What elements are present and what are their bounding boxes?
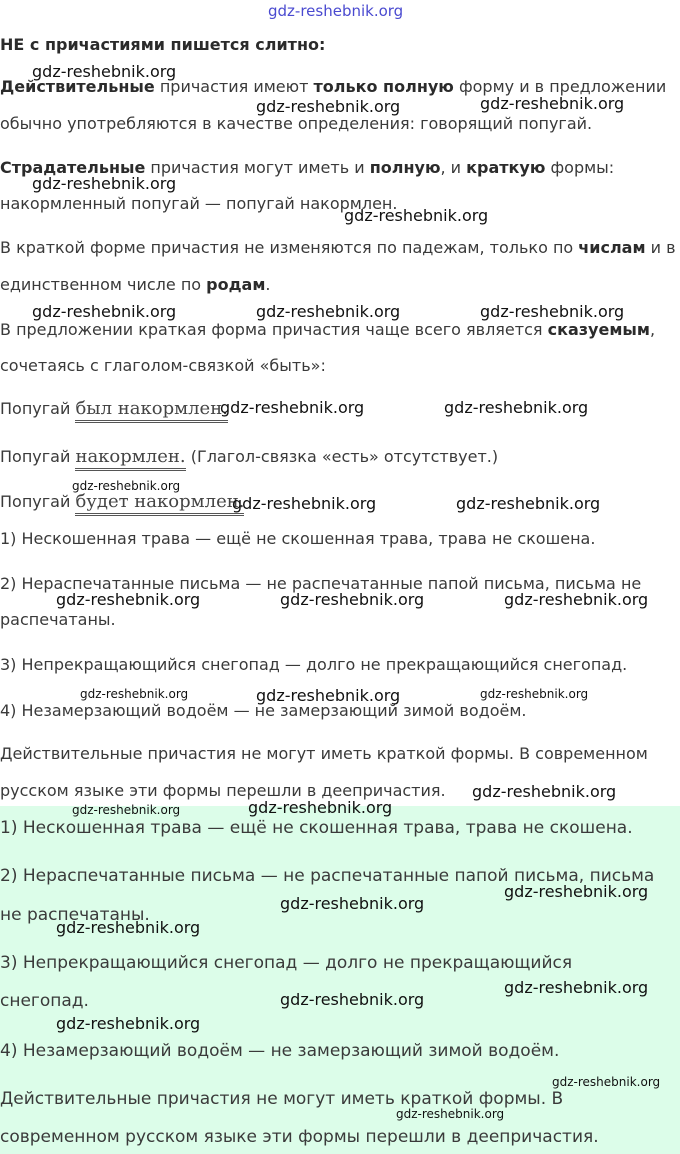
watermark: gdz-reshebnik.org (472, 782, 617, 801)
watermark: gdz-reshebnik.org (256, 302, 401, 321)
para3-line2: единственном числе по родам. (0, 275, 271, 294)
header-watermark: gdz-reshebnik.org (268, 2, 404, 20)
watermark: gdz-reshebnik.org (32, 174, 177, 193)
para2-line1: Страдательные причастия могут иметь и полную, и краткую формы: (0, 158, 615, 177)
watermark: gdz-reshebnik.org (56, 1014, 201, 1033)
watermark: gdz-reshebnik.org (504, 882, 649, 901)
answer-line: 1) Нескошенная трава — ещё не скошенная трава, трава не скошена. (0, 818, 633, 838)
predicate-underline: был накормлен. (75, 399, 227, 423)
answer-line: современном русском языке эти формы перешли в деепричастия. (0, 1127, 599, 1147)
para3-line1: В краткой форме причастия не изменяются по падежам, только по числам и в (0, 238, 676, 257)
watermark: gdz-reshebnik.org (220, 398, 365, 417)
watermark: gdz-reshebnik.org (56, 918, 201, 937)
predicate-underline: будет накормлен. (75, 492, 244, 516)
watermark: gdz-reshebnik.org (280, 990, 425, 1009)
watermark: gdz-reshebnik.org (256, 686, 401, 705)
list-item: 4) Незамерзающий водоём — не замерзающий зимой водоём. (0, 701, 527, 720)
watermark: gdz-reshebnik.org (32, 302, 177, 321)
example-2: Попугай накормлен. (Глагол-связка «есть» отсутствует.) (0, 447, 498, 471)
para4-line1: В предложении краткая форма причастия чаще всего является сказуемым, (0, 320, 656, 339)
watermark: gdz-reshebnik.org (72, 803, 181, 817)
watermark: gdz-reshebnik.org (280, 590, 425, 609)
watermark: gdz-reshebnik.org (56, 590, 201, 609)
example-1: Попугай был накормлен. (0, 399, 228, 423)
answer-line: снегопад. (0, 991, 89, 1011)
watermark: gdz-reshebnik.org (480, 687, 589, 701)
para1-line2: обычно употребляются в качестве определения: говорящий попугай. (0, 114, 593, 133)
watermark: gdz-reshebnik.org (72, 479, 181, 493)
conclusion-line: русском языке эти формы перешли в деепричастия. (0, 781, 446, 800)
watermark: gdz-reshebnik.org (232, 494, 377, 513)
conclusion-line: Действительные причастия не могут иметь краткой формы. В современном (0, 744, 648, 763)
watermark: gdz-reshebnik.org (480, 94, 625, 113)
watermark: gdz-reshebnik.org (552, 1075, 661, 1089)
para2-line2: накормленный попугай — попугай накормлен. (0, 194, 398, 213)
watermark: gdz-reshebnik.org (456, 494, 601, 513)
list-item: 1) Нескошенная трава — ещё не скошенная трава, трава не скошена. (0, 529, 596, 548)
answer-line: Действительные причастия не могут иметь краткой формы. В (0, 1089, 564, 1109)
watermark: gdz-reshebnik.org (256, 97, 401, 116)
watermark: gdz-reshebnik.org (444, 398, 589, 417)
watermark: gdz-reshebnik.org (504, 978, 649, 997)
watermark: gdz-reshebnik.org (504, 590, 649, 609)
list-item: 3) Непрекращающийся снегопад — долго не прекращающийся снегопад. (0, 655, 628, 674)
watermark: gdz-reshebnik.org (248, 798, 393, 817)
para4-line2: сочетаясь с глаголом-связкой «быть»: (0, 356, 326, 375)
para1-line1: Действительные причастия имеют только полную форму и в предложении (0, 77, 667, 96)
predicate-underline: накормлен. (75, 447, 185, 471)
heading: НЕ с причастиями пишется слитно: (0, 35, 326, 54)
watermark: gdz-reshebnik.org (396, 1107, 505, 1121)
watermark: gdz-reshebnik.org (32, 62, 177, 81)
answer-line: 4) Незамерзающий водоём — не замерзающий зимой водоём. (0, 1041, 560, 1061)
answer-line: 2) Нераспечатанные письма — не распечатанные папой письма, письма (0, 866, 655, 886)
watermark: gdz-reshebnik.org (480, 302, 625, 321)
answer-line: не распечатаны. (0, 905, 150, 925)
answer-line: 3) Непрекращающийся снегопад — долго не прекращающийся (0, 953, 573, 973)
watermark: gdz-reshebnik.org (280, 894, 425, 913)
list-item: распечатаны. (0, 610, 116, 629)
watermark: gdz-reshebnik.org (344, 206, 489, 225)
list-item: 2) Нераспечатанные письма — не распечатанные папой письма, письма не (0, 574, 642, 593)
example-3: Попугай будет накормлен. (0, 492, 244, 516)
watermark: gdz-reshebnik.org (80, 687, 189, 701)
